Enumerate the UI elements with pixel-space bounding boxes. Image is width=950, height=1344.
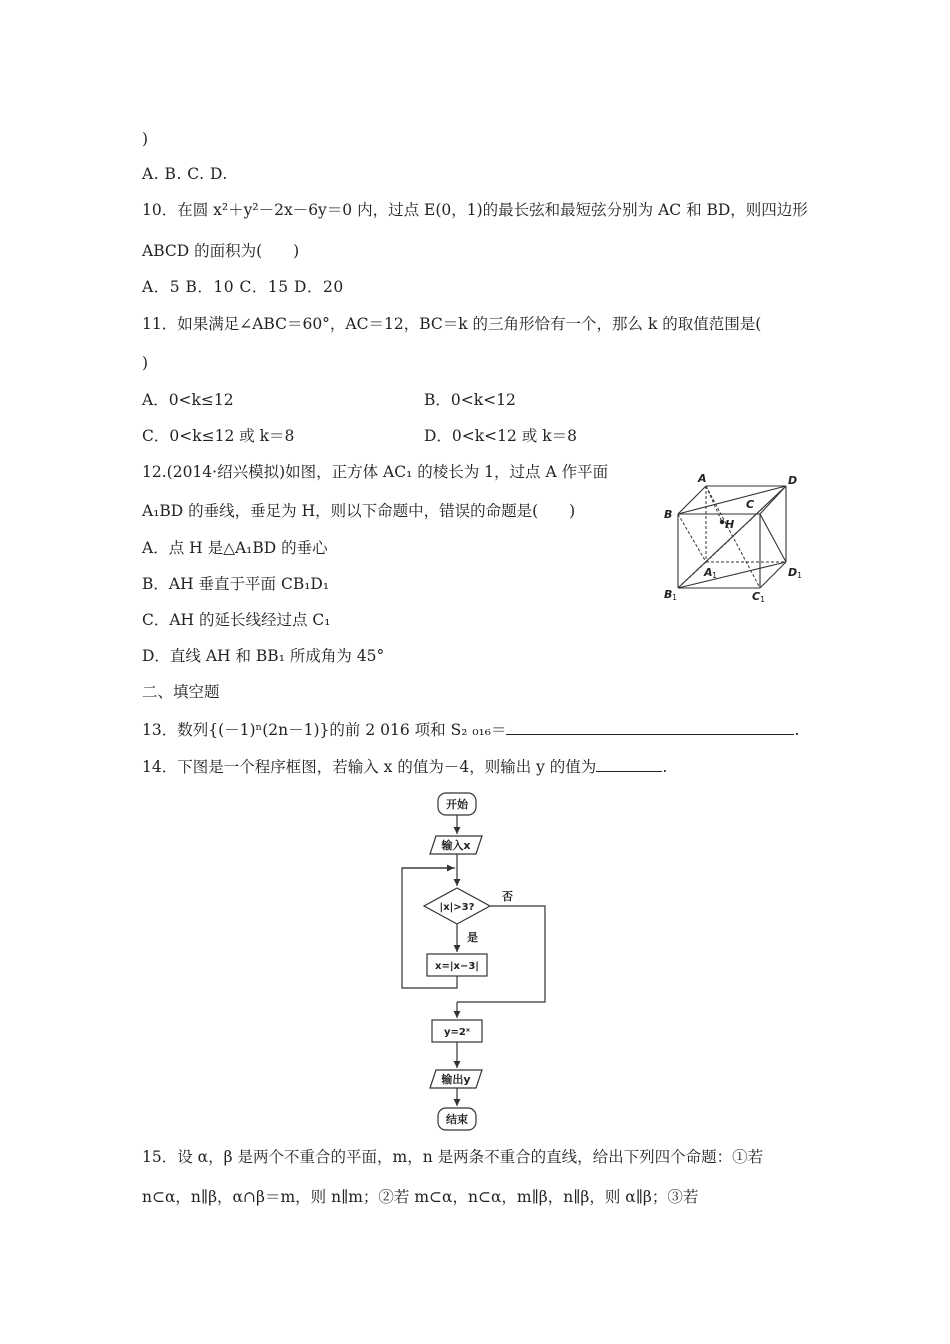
- q10-text-a: 在圆 x²＋y²－2x－6y＝0 内，过点 E(0，1)的最长弦和最短弦分别为 AC 和 BD，则四边形: [177, 201, 808, 219]
- q11-option-b: B．0<k<12: [424, 391, 516, 409]
- q13-answer-blank[interactable]: [506, 718, 794, 735]
- q13-line: [142, 718, 799, 740]
- q10-number: 10．: [142, 201, 178, 219]
- q10-options: A．5 B．10 C．15 D．20: [142, 278, 344, 296]
- q11-text-a: 如果满足∠ABC＝60°，AC＝12，BC＝k 的三角形恰有一个，那么 k 的取值范围是(: [177, 315, 762, 333]
- end-label: 结束: [446, 1113, 468, 1126]
- label-d: D: [788, 474, 798, 487]
- q9-tail: ): [142, 130, 149, 148]
- q14-number: 14．: [142, 758, 178, 776]
- q11-option-c: C．0<k≤12 或 k＝8: [142, 427, 295, 445]
- label-b: B: [664, 508, 673, 521]
- label-b1-sub: 1: [672, 593, 678, 602]
- q9-options: A. B. C. D.: [142, 165, 228, 183]
- label-h: H: [725, 518, 735, 531]
- q14-text: 下图是一个程序框图，若输入 x 的值为－4，则输出 y 的值为: [177, 758, 597, 776]
- label-d1-sub: 1: [797, 571, 803, 580]
- decision-label: |x|>3?: [439, 902, 475, 913]
- q12-option-a: A．点 H 是△A₁BD 的垂心: [142, 539, 328, 557]
- q13-text: 数列{(－1)ⁿ(2n－1)}的前 2 016 项和 S₂ ₀₁₆＝: [177, 721, 507, 739]
- q12-option-c: C．AH 的延长线经过点 C₁: [142, 611, 331, 629]
- point-h: [720, 520, 724, 524]
- q12-option-b: B．AH 垂直于平面 CB₁D₁: [142, 575, 330, 593]
- process-label: x=|x−3|: [435, 961, 479, 972]
- q11-number: 11．: [142, 315, 178, 333]
- label-b1: B: [664, 588, 673, 601]
- q11-text-b: ): [142, 354, 149, 372]
- output-label: 输出y: [441, 1073, 471, 1086]
- start-label: 开始: [446, 798, 468, 811]
- q11-option-a: A．0<k≤12: [142, 391, 234, 409]
- q15-number: 15．: [142, 1148, 178, 1166]
- no-label: 否: [502, 890, 513, 903]
- section-fill-in: 二、填空题: [142, 683, 220, 701]
- label-a1-sub: 1: [712, 571, 718, 580]
- q12-text-a: (2014·绍兴模拟)如图，正方体 AC₁ 的棱长为 1，过点 A 作平面: [166, 463, 609, 481]
- label-a1: A: [704, 566, 713, 579]
- cube-figure: [660, 470, 810, 605]
- q12-number: 12.: [142, 463, 167, 481]
- input-label: 输入x: [441, 839, 471, 852]
- yes-label: 是: [467, 931, 478, 944]
- label-c1: C: [752, 590, 761, 603]
- q10-line1: [142, 200, 808, 220]
- q12-option-d: D．直线 AH 和 BB₁ 所成角为 45°: [142, 647, 385, 665]
- q15-line1: [142, 1147, 763, 1167]
- q14-answer-blank[interactable]: [596, 755, 662, 772]
- assign-label: y=2ˣ: [444, 1027, 470, 1038]
- label-a: A: [698, 472, 707, 485]
- label-c1-sub: 1: [760, 595, 766, 604]
- q15-text-line2: n⊂α，n∥β，α∩β＝m，则 n∥m；②若 m⊂α，n⊂α，m∥β，n∥β，则 α∥β；③若: [142, 1188, 699, 1206]
- q13-number: 13．: [142, 721, 178, 739]
- q13-end: .: [794, 721, 800, 739]
- q14-end: .: [662, 758, 668, 776]
- q14-line: [142, 755, 667, 777]
- q12-text-b: A₁BD 的垂线，垂足为 H，则以下命题中，错误的命题是( ): [142, 502, 576, 520]
- label-d1: D: [788, 566, 798, 579]
- q11-line1: [142, 314, 761, 334]
- flowchart: [390, 788, 560, 1134]
- q12-line1: [142, 462, 608, 482]
- label-c: C: [746, 498, 755, 511]
- q10-text-b: ABCD 的面积为( ): [142, 242, 300, 260]
- q11-option-d: D．0<k<12 或 k＝8: [424, 427, 577, 445]
- q15-text-line1: 设 α，β 是两个不重合的平面，m，n 是两条不重合的直线，给出下列四个命题：①若: [177, 1148, 764, 1166]
